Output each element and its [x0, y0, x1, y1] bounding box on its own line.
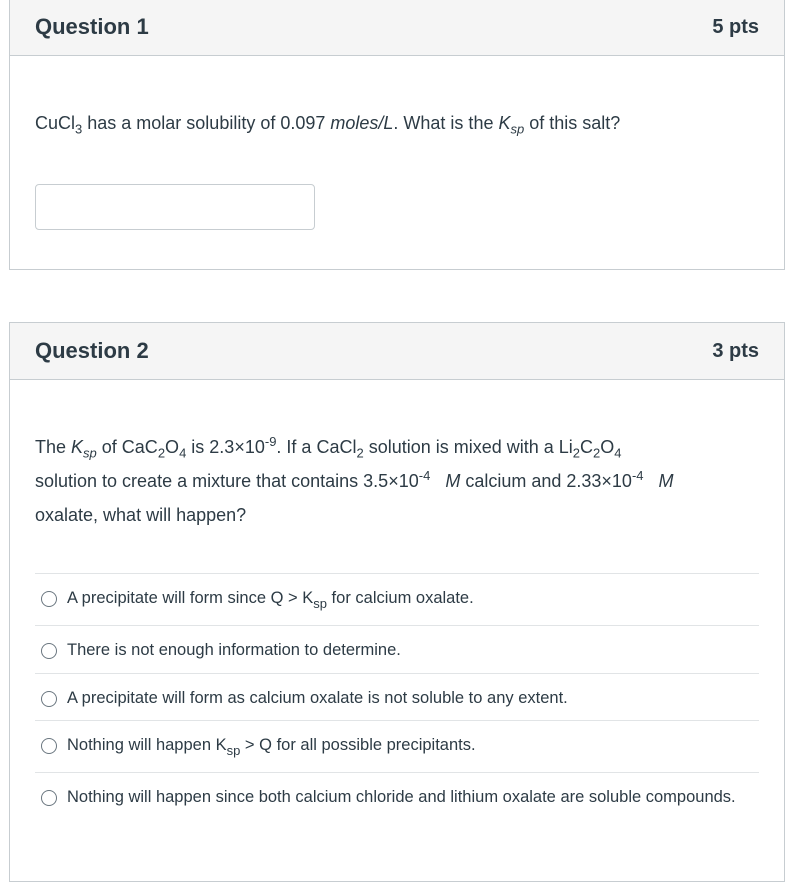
option-label: Nothing will happen since both calcium chloride and lithium oxalate are soluble compounds. — [67, 788, 736, 806]
option-label: Nothing will happen $K_{sp} > Q$ for all possible precipitants. — [67, 736, 476, 758]
k-symbol: K — [71, 437, 84, 457]
question-1-points: 5 pts — [712, 15, 759, 38]
t8: O — [600, 437, 615, 457]
option-label: There is not enough information to determine. — [67, 641, 401, 659]
question-1-card — [9, 0, 785, 270]
question-2-text — [35, 430, 755, 532]
s2: 4 — [179, 445, 187, 461]
e2: -4 — [418, 468, 431, 483]
k-subscript: sp — [83, 445, 97, 461]
s1: 2 — [157, 445, 166, 461]
t2: of CaC — [96, 437, 158, 457]
t5: . If a CaCl — [276, 437, 357, 457]
t7: C — [580, 437, 594, 457]
t10: calcium and 2.33×10 — [460, 471, 632, 491]
s3: 2 — [356, 445, 364, 461]
question-1-header — [10, 0, 784, 56]
radio-button[interactable] — [41, 790, 57, 806]
question-2-line-2 — [35, 464, 755, 498]
s6: 4 — [614, 445, 622, 461]
compound: CuCl — [35, 113, 76, 133]
t3: O — [165, 437, 180, 457]
question-1-text — [35, 106, 620, 140]
k-subscript: sp — [510, 121, 525, 137]
option-label: A precipitate will form as calcium oxalate is not soluble to any extent. — [67, 689, 568, 707]
question-2-card — [9, 322, 785, 882]
e3: -4 — [631, 468, 644, 483]
text-b: . What is the — [393, 113, 499, 133]
text-a: has a molar solubility of 0.097 — [82, 113, 331, 133]
question-1-answer-input[interactable] — [35, 184, 315, 230]
s4: 2 — [572, 445, 581, 461]
t4: is 2.3×10 — [186, 437, 265, 457]
text-c: of this salt? — [524, 113, 621, 133]
question-2-header — [10, 323, 784, 380]
option-5[interactable] — [35, 772, 759, 842]
t6: solution is mixed with a Li — [363, 437, 573, 457]
e1: -9 — [264, 434, 277, 449]
radio-button[interactable] — [41, 738, 57, 754]
s5: 2 — [593, 445, 601, 461]
m2: M — [658, 471, 674, 491]
option-1[interactable] — [35, 573, 759, 625]
t11: oxalate, what will happen? — [35, 505, 247, 525]
t9: solution to create a mixture that contains 3.5×10 — [35, 471, 419, 491]
option-3[interactable] — [35, 673, 759, 720]
question-2-title: Question 2 — [35, 338, 149, 363]
radio-button[interactable] — [41, 643, 57, 659]
question-2-points: 3 pts — [712, 339, 759, 362]
radio-button[interactable] — [41, 691, 57, 707]
question-2-line-3 — [35, 498, 755, 532]
radio-button[interactable] — [41, 591, 57, 607]
unit: moles/L — [330, 113, 394, 133]
question-2-options — [35, 573, 759, 842]
k-symbol: K — [498, 113, 511, 133]
option-label: A precipitate will form since $Q > K_{sp}$ for calcium oxalate. — [67, 589, 474, 611]
m1: M — [445, 471, 461, 491]
question-1-title: Question 1 — [35, 14, 149, 39]
question-2-line-1 — [35, 430, 755, 464]
t1: The — [35, 437, 72, 457]
option-4[interactable] — [35, 720, 759, 772]
compound-subscript: 3 — [75, 121, 83, 137]
option-2[interactable] — [35, 625, 759, 673]
